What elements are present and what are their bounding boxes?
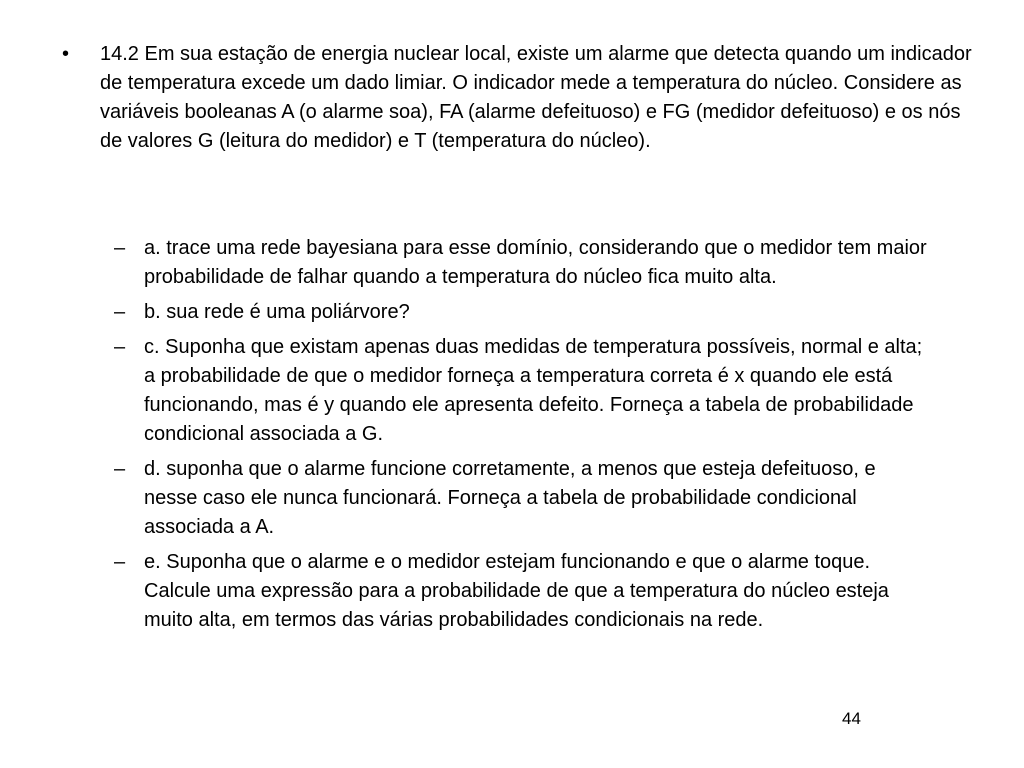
sub-question-text: a. trace uma rede bayesiana para esse domínio, considerando que o medidor tem maior probabilidade de falhar quando a temperatura do núcleo fica muito alta.	[144, 237, 927, 288]
sub-question-c	[114, 333, 974, 449]
sub-question-e	[114, 548, 974, 635]
sub-question-text: b. sua rede é uma poliárvore?	[144, 301, 410, 323]
bullet-marker: •	[62, 43, 70, 65]
dash-marker: –	[114, 551, 126, 573]
sub-question-text: c. Suponha que existam apenas duas medidas de temperatura possíveis, normal e alta; a probabilidade de que o medidor forneça a temperatura correta é x quando ele está funcionando, mas é y quando ele apresenta defeito. Forneça a tabela de probabilidade condicional associada a G.	[144, 336, 923, 445]
sub-question-a	[114, 234, 974, 292]
dash-marker: –	[114, 458, 126, 480]
dash-marker: –	[114, 301, 126, 323]
exercise-text: 14.2 Em sua estação de energia nuclear local, existe um alarme que detecta quando um indicador de temperatura excede um dado limiar. O indicador mede a temperatura do núcleo. Considere as variáveis booleanas A (o alarme soa), FA (alarme defeituoso) e FG (medidor defeituoso) e os nós de valores G (leitura do medidor) e T (temperatura do núcleo).	[100, 43, 972, 152]
sub-question-text: e. Suponha que o alarme e o medidor estejam funcionando e que o alarme toque. Calcule uma expressão para a probabilidade de que a temperatura do núcleo esteja muito alta, em termos das várias probabilidades condicionais na rede.	[144, 551, 889, 631]
dash-marker: –	[114, 237, 126, 259]
sub-question-b	[114, 298, 974, 327]
dash-marker: –	[114, 336, 126, 358]
sub-question-list	[114, 234, 974, 641]
page-number: 44	[842, 709, 861, 728]
exercise-statement	[60, 40, 980, 156]
sub-question-text: d. suponha que o alarme funcione corretamente, a menos que esteja defeituoso, e nesse caso ele nunca funcionará. Forneça a tabela de probabilidade condicional associada a A.	[144, 458, 876, 538]
sub-question-d	[114, 455, 974, 542]
